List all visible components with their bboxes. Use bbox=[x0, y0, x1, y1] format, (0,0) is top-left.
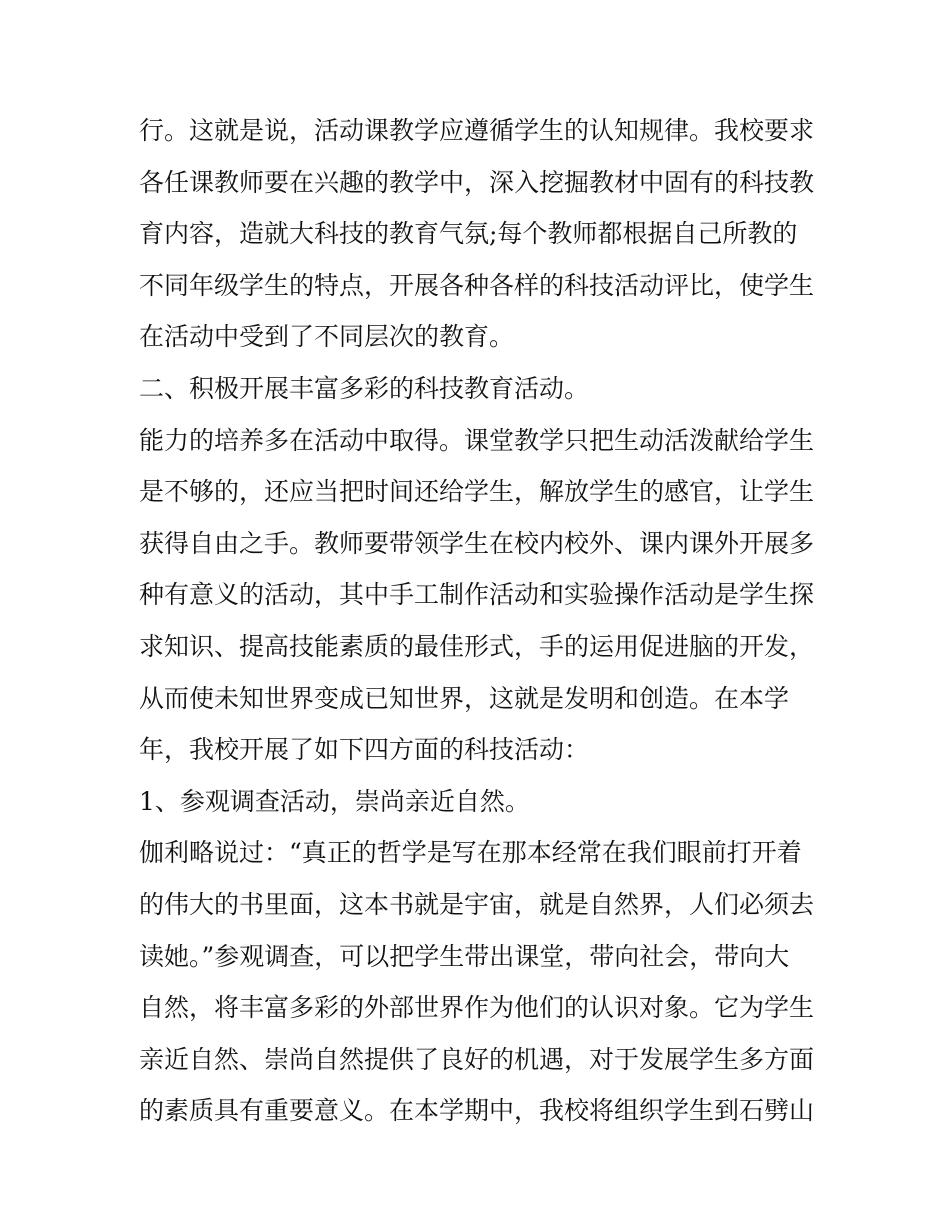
document-body bbox=[139, 105, 819, 1137]
text-line: 种有意义的活动，其中手工制作活动和实验操作活动是学生探 bbox=[139, 580, 815, 610]
section-heading: 二、积极开展丰富多彩的科技教育活动。 bbox=[139, 373, 590, 403]
text-line: 亲近自然、崇尚自然提供了良好的机遇，对于发展学生多方面 bbox=[139, 1044, 815, 1074]
text-line: 年，我校开展了如下四方面的科技活动： bbox=[139, 735, 590, 765]
text-line: 伽利略说过：“真正的哲学是写在那本经常在我们眼前打开着 bbox=[139, 838, 802, 868]
text-line: 在活动中受到了不同层次的教育。 bbox=[139, 322, 515, 352]
text-line: 育内容，造就大科技的教育气氛;每个教师都根据自己所教的 bbox=[139, 219, 798, 249]
text-line: 能力的培养多在活动中取得。课堂教学只把生动活泼献给学生 bbox=[139, 425, 815, 455]
text-line: 行。这就是说，活动课教学应遵循学生的认知规律。我校要求 bbox=[139, 116, 815, 145]
text-line: 不同年级学生的特点，开展各种各样的科技活动评比，使学生 bbox=[139, 270, 815, 300]
text-line: 的伟大的书里面，这本书就是宇宙，就是自然界，人们必须去 bbox=[139, 889, 815, 919]
text-line: 求知识、提高技能素质的最佳形式，手的运用促进脑的开发， bbox=[139, 631, 815, 661]
text-line: 是不够的，还应当把时间还给学生，解放学生的感官，让学生 bbox=[139, 477, 815, 507]
text-line: 从而使未知世界变成已知世界，这就是发明和创造。在本学 bbox=[139, 683, 790, 713]
text-line: 读她。”参观调查，可以把学生带出课堂，带向社会，带向大 bbox=[139, 941, 790, 971]
text-line: 各任课教师要在兴趣的教学中，深入挖掘教材中固有的科技教 bbox=[139, 167, 815, 197]
text-line: 自然，将丰富多彩的外部世界作为他们的认识对象。它为学生 bbox=[139, 993, 815, 1023]
text-line: 的素质具有重要意义。在本学期中，我校将组织学生到石劈山 bbox=[139, 1096, 815, 1126]
text-line: 获得自由之手。教师要带领学生在校内校外、课内课外开展多 bbox=[139, 528, 815, 558]
subsection-heading: 1、参观调查活动，崇尚亲近自然。 bbox=[139, 786, 530, 816]
